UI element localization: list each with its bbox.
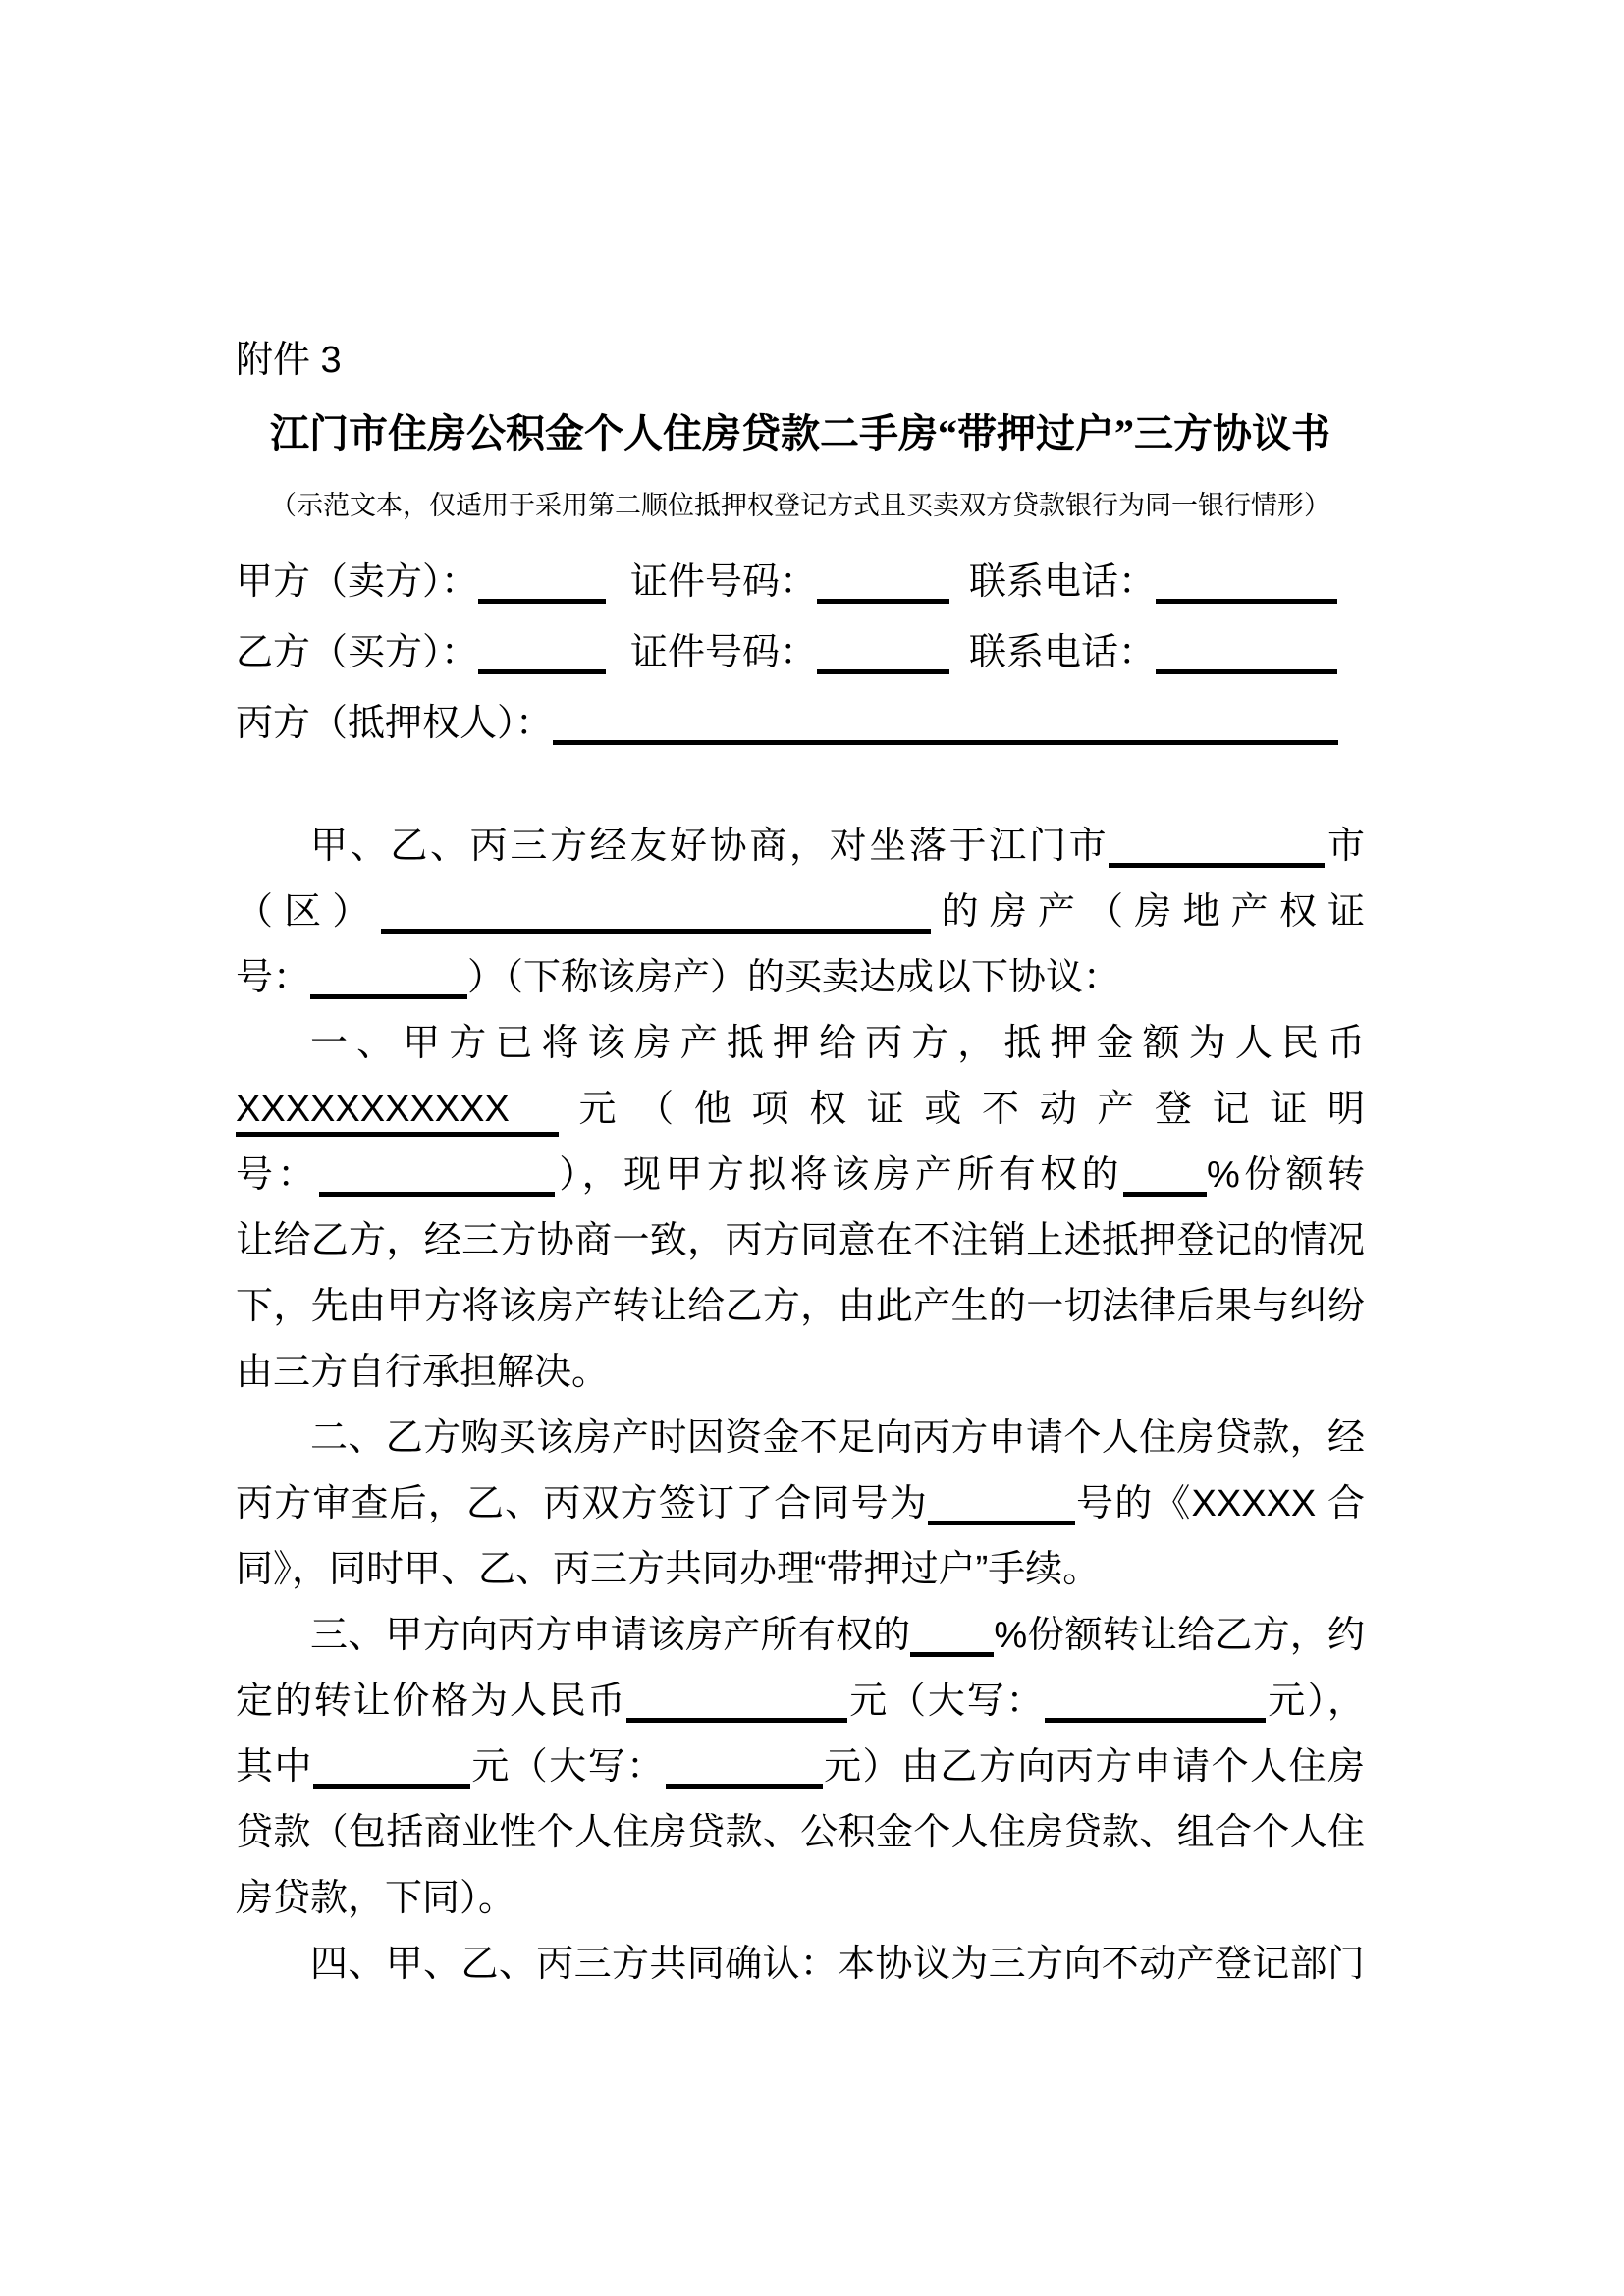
text-segment: 证件号码： (630, 632, 818, 673)
body-line (236, 1208, 1365, 1274)
text-segment: %份额转 (1206, 1154, 1365, 1196)
text-segment: 甲方（卖方）： (236, 561, 479, 603)
blank-field (626, 1679, 847, 1723)
body-line (236, 1735, 1365, 1800)
blank-field (1109, 824, 1325, 868)
text-segment: 贷款（包括商业性个人住房贷款、公积金个人住房贷款、组合个人住 (236, 1812, 1365, 1853)
text-segment: 让给乙方，经三方协商一致，丙方同意在不注销上述抵押登记的情况 (236, 1220, 1365, 1261)
text-segment: 甲、乙、丙三方经友好协商，对坐落于江门市 (310, 826, 1110, 867)
party-lines (236, 547, 1365, 759)
body-line (236, 945, 1365, 1011)
blank-field (1045, 1679, 1266, 1723)
body-line (236, 1274, 1365, 1340)
spacer (606, 584, 630, 594)
text-segment: 二、乙方购买该房产时因资金不足向丙方申请个人住房贷款，经 (310, 1417, 1365, 1459)
body-line (236, 1406, 1365, 1471)
party-line (236, 547, 1365, 617)
spacer (606, 655, 630, 665)
text-segment: 定的转让价格为人民币 (236, 1681, 627, 1722)
blank-field (478, 560, 606, 604)
text-segment: （区） (236, 891, 381, 933)
text-segment: 房贷款，下同）。 (236, 1878, 516, 1919)
text-segment: 号的《XXXXX 合 (1074, 1483, 1365, 1524)
body-line (236, 814, 1365, 880)
blank-field (1123, 1152, 1207, 1197)
body-line (236, 1603, 1365, 1669)
document-subtitle: （示范文本，仅适用于采用第二顺位抵押权登记方式且买卖双方贷款银行为同一银行情形） (270, 491, 1330, 520)
blank-field (553, 701, 1338, 745)
text-segment: ）（下称该房产）的买卖达成以下协议： (467, 957, 1121, 998)
text-segment: 同》，同时甲、乙、丙三方共同办理“带押过户”手续。 (236, 1549, 1101, 1590)
text-segment: 其中 (236, 1746, 313, 1788)
body-line (236, 1011, 1365, 1077)
blank-field (910, 1613, 994, 1657)
text-segment: 元）， (1266, 1681, 1365, 1722)
text-segment: ），现甲方拟将该房产所有权的 (554, 1154, 1123, 1196)
text-segment: 由三方自行承担解决。 (236, 1352, 610, 1393)
party-line (236, 688, 1365, 759)
text-segment: 联系电话： (969, 561, 1157, 603)
blank-field (319, 1152, 555, 1197)
body-line (236, 1932, 1365, 1998)
body-line (236, 1800, 1365, 1866)
blank-field (478, 630, 606, 674)
blank-field (817, 560, 949, 604)
text-segment: 号： (236, 957, 311, 998)
text-segment: 元（他项权证或不动产登记证明 (558, 1089, 1365, 1130)
blank-field (381, 889, 931, 934)
blank-field (666, 1744, 823, 1789)
text-segment: 三、甲方向丙方申请该房产所有权的 (310, 1615, 911, 1656)
x-placeholder-underlined: XXXXXXXXXXX (236, 1087, 559, 1137)
text-segment: 证件号码： (630, 561, 818, 603)
text-segment: 元）由乙方向丙方申请个人住房 (822, 1746, 1365, 1788)
blank-field (817, 630, 949, 674)
text-segment: %份额转让给乙方，约 (994, 1615, 1365, 1656)
text-segment: 联系电话： (969, 632, 1157, 673)
text-segment: 号： (236, 1154, 319, 1196)
body-line (236, 1143, 1365, 1208)
text-segment: 的房产（房地产权证 (930, 891, 1365, 933)
body-line (236, 880, 1365, 945)
body-line (236, 1669, 1365, 1735)
agreement-body (236, 814, 1365, 1998)
attachment-label: 附件 3 (236, 340, 342, 381)
text-segment: 元（大写： (847, 1681, 1046, 1722)
blank-field (313, 1744, 470, 1789)
text-segment: 市 (1325, 826, 1365, 867)
text-segment: 元（大写： (469, 1746, 666, 1788)
blank-field (928, 1481, 1075, 1525)
blank-field (1156, 630, 1337, 674)
blank-field (310, 955, 467, 999)
body-line (236, 1471, 1365, 1537)
text-segment: 一、甲方已将该房产抵押给丙方，抵押金额为人民币 (310, 1023, 1365, 1064)
spacer (949, 584, 969, 594)
party-line (236, 617, 1365, 688)
body-line (236, 1077, 1365, 1143)
blank-field (1156, 560, 1337, 604)
text-segment: 四、甲、乙、丙三方共同确认：本协议为三方向不动产登记部门 (310, 1944, 1365, 1985)
body-line (236, 1537, 1365, 1603)
spacer (949, 655, 969, 665)
text-segment: 丙方（抵押权人）： (236, 703, 554, 744)
document-title: 江门市住房公积金个人住房贷款二手房“带押过户”三方协议书 (270, 411, 1330, 455)
body-line (236, 1340, 1365, 1406)
text-segment: 乙方（买方）： (236, 632, 479, 673)
text-segment: 丙方审查后，乙、丙双方签订了合同号为 (236, 1483, 928, 1524)
text-segment: 下，先由甲方将该房产转让给乙方，由此产生的一切法律后果与纠纷 (236, 1286, 1365, 1327)
body-line (236, 1866, 1365, 1932)
